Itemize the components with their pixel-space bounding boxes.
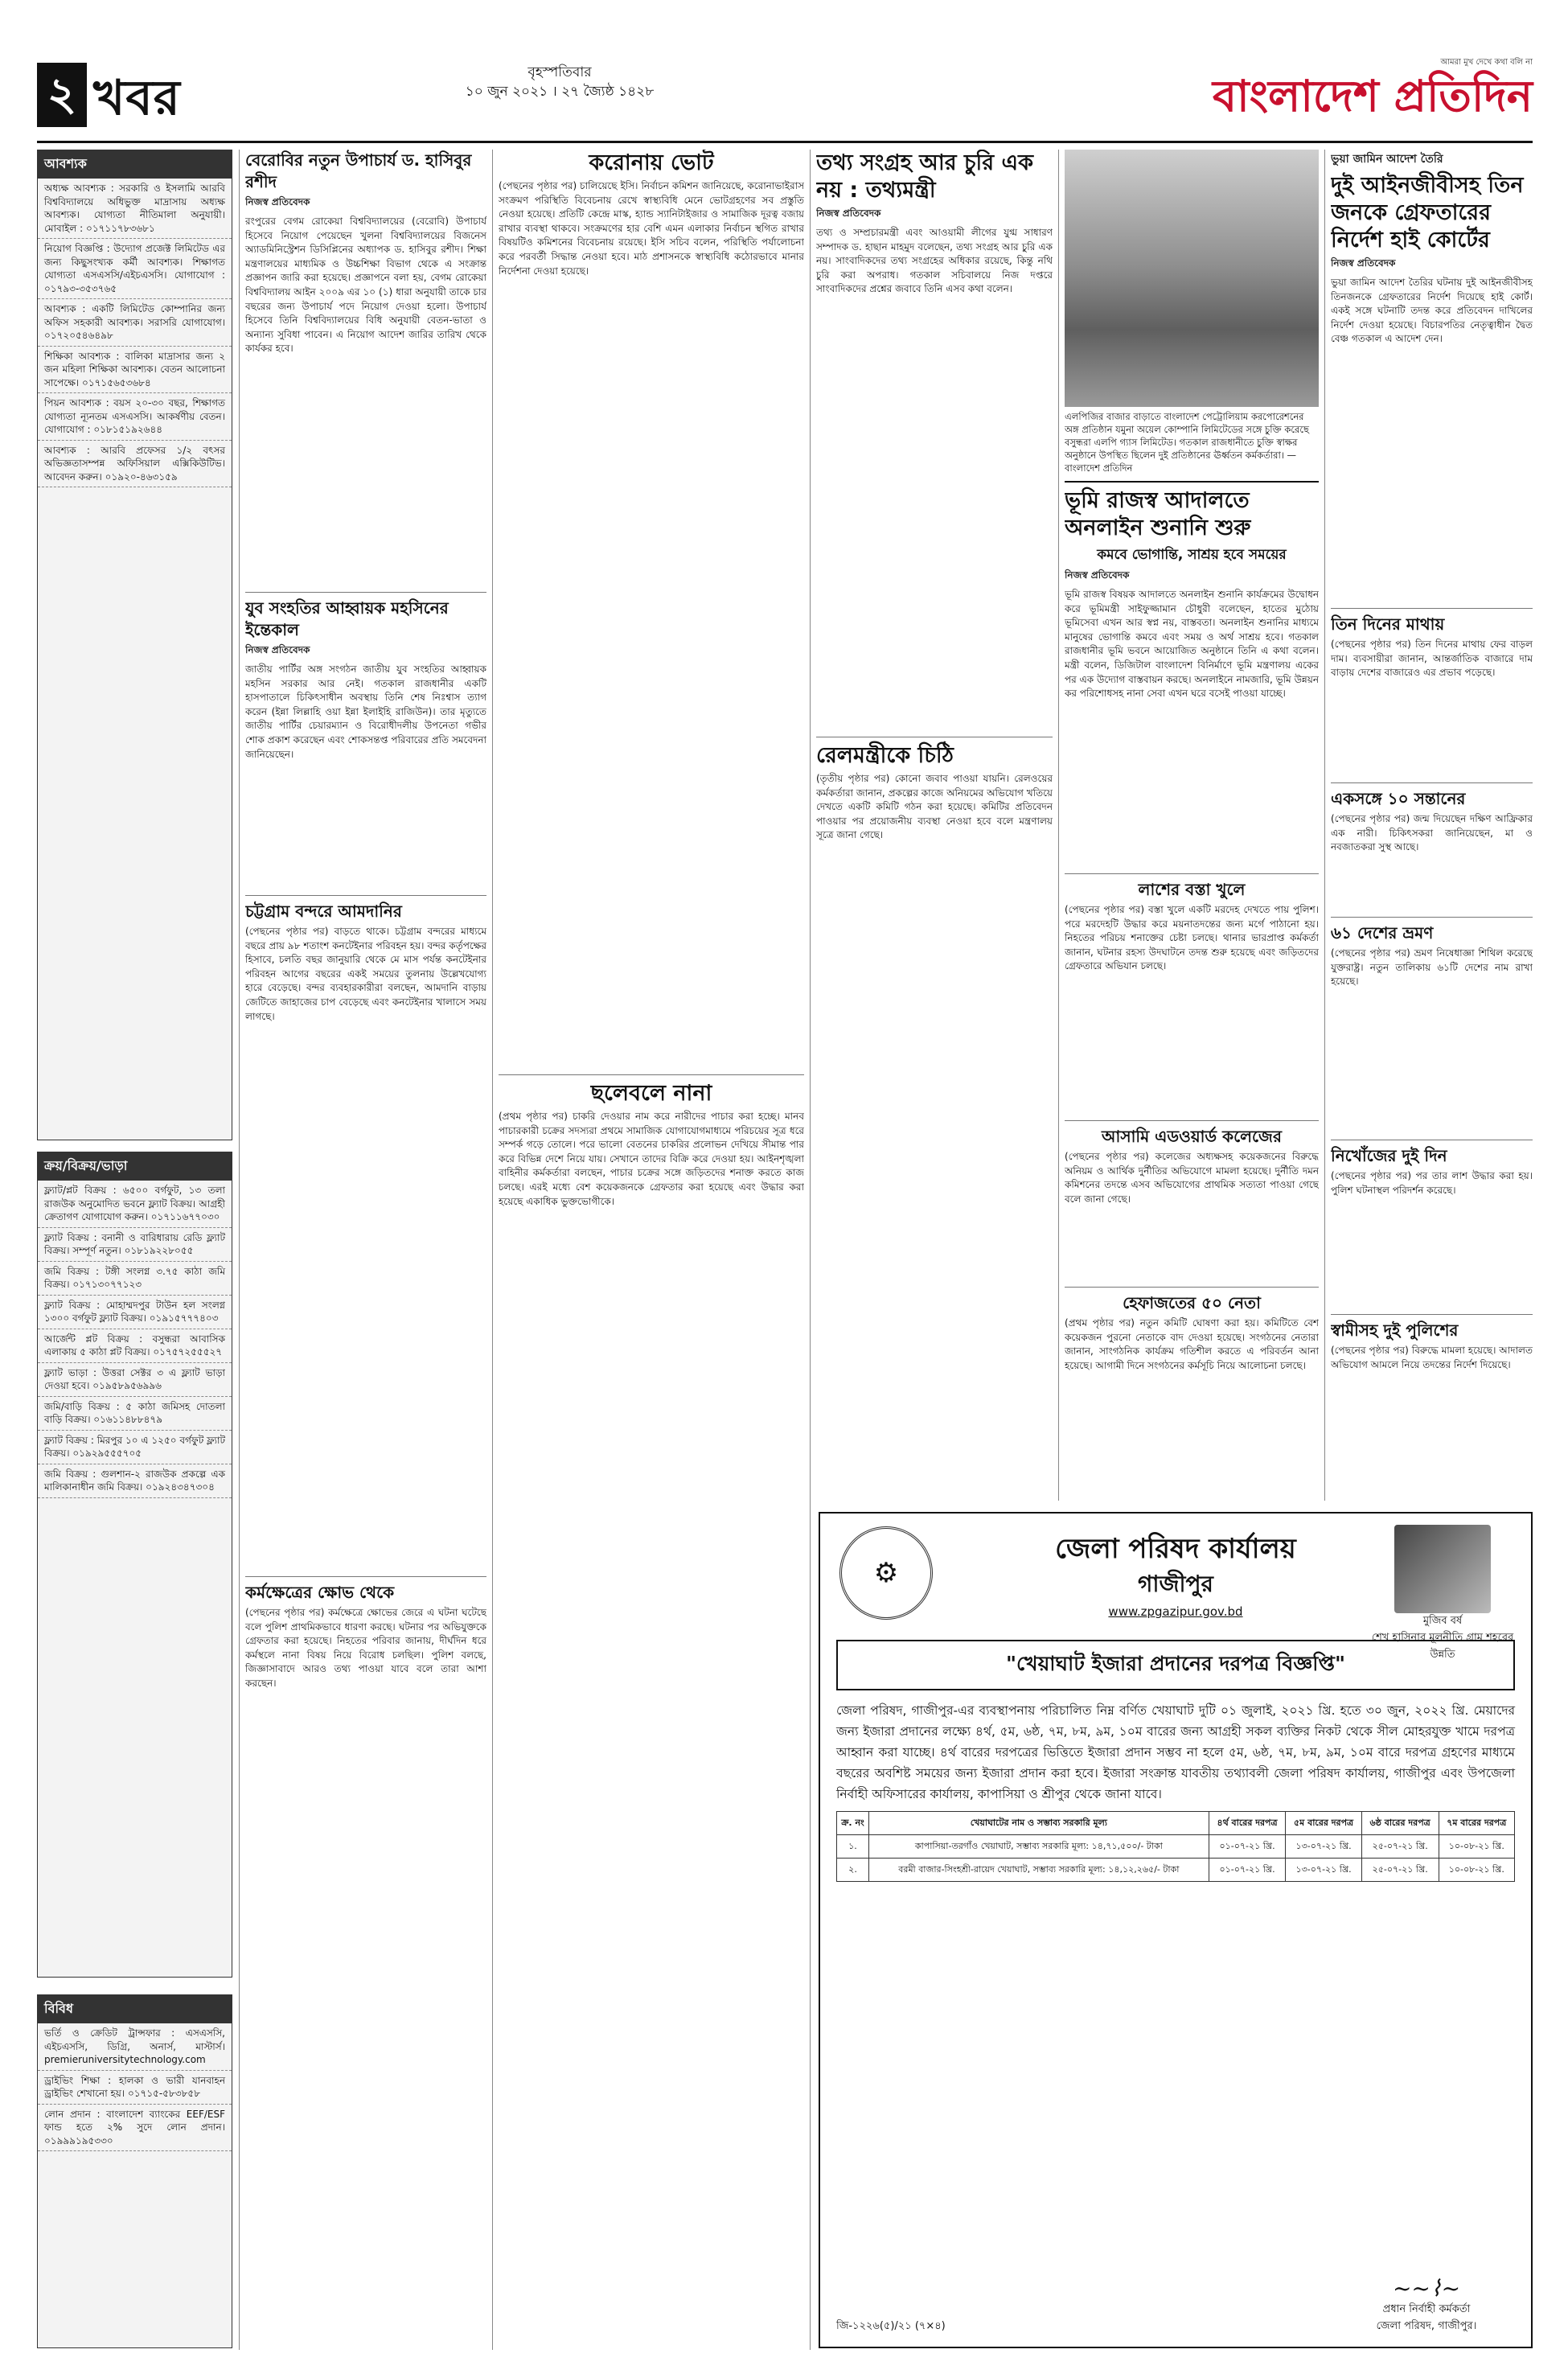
article-body: (পেছনের পৃষ্ঠার পর) কর্মক্ষেত্রে ক্ষোভের জেরে এ ঘটনা ঘটেছে বলে পুলিশ প্রাথমিকভাবে ধারণা করছে। ঘটনার পর অভিযুক্তকে গ্রেফতার করা হয়েছে। নিহতের পরিবার জানায়, দীর্ঘদিন ধরে কর্মস্থলে নানা বিষয় নিয়ে বিরোধ চলছিল। পুলিশ বলছে, জিজ্ঞাসাবাদে আরও তথ্য পাওয়া যাবে বলে তারা আশা করছেন। (245, 1607, 486, 1689)
classified-ad[interactable]: পিয়ন আবশ্যক : বয়স ২০-৩০ বছর, শিক্ষাগত যোগ্যতা ন্যূনতম এসএসসি। আকর্ষণীয় বেতন। যোগাযোগ : ০১৮১৫১৯২৬৪৪ (38, 393, 232, 441)
mujib-year-badge (1370, 1525, 1515, 1664)
byline: নিজস্ব প্রতিবেদক (245, 196, 310, 207)
article-body: রংপুরের বেগম রোকেয়া বিশ্ববিদ্যালয়ের (বেরোবি) উপাচার্য হিসেবে নিয়োগ পেয়েছেন খুলনা বিশ্ববিদ্যালয়ের বিজনেস অ্যাডমিনিস্ট্রেশন ডিসিপ্লিনের অধ্যাপক ড. হাসিবুর রশীদ। শিক্ষা মন্ত্রণালয়ের মাধ্যমিক ও উচ্চশিক্ষা বিভাগ থেকে এ সংক্রান্ত প্রজ্ঞাপন জারি করা হয়েছে। প্রজ্ঞাপনে বলা হয়, বেগম রোকেয়া বিশ্ববিদ্যালয় আইন ২০০৯ এর ১০ (১) ধারা অনুযায়ী তাকে চার বছরের জন্য উপাচার্য পদে নিয়োগ দেওয়া হলো। উপাচার্য হিসেবে তিনি বিশ্ববিদ্যালয়ের বিধি অনুযায়ী বেতন-ভাতা ও অন্যান্য সুবিধা পাবেন। এ নিয়োগ আদেশ জারির তারিখ থেকে কার্যকর হবে। (245, 216, 486, 355)
column-divider (1058, 150, 1059, 1501)
district-name: গাজীপুর (1138, 1571, 1213, 1597)
article (1331, 782, 1533, 909)
headline[interactable]: রেলমন্ত্রীকে চিঠি (816, 743, 954, 768)
table-cell: ১৩-০৭-২১ খ্রি. (1286, 1835, 1361, 1859)
column-divider (239, 150, 240, 2350)
table-header-row (837, 1812, 1515, 1835)
signature-block (1338, 2275, 1515, 2335)
byline: নিজস্ব প্রতিবেদক (245, 644, 310, 655)
article (1331, 608, 1533, 774)
table-cell: ০১-০৭-২১ খ্রি. (1209, 1859, 1286, 1882)
article (816, 737, 1053, 1482)
article-body: (পেছনের পৃষ্ঠার পর) পর তার লাশ উদ্ধার করা হয়। পুলিশ ঘটনাস্থল পরিদর্শন করেছে। (1331, 1170, 1533, 1196)
news-column-6 (1331, 150, 1533, 1501)
article (1331, 917, 1533, 1132)
headline[interactable]: তথ্য সংগ্রহ আর চুরি এক নয় : তথ্যমন্ত্রী (816, 150, 1033, 203)
classified-ad[interactable]: ভর্তি ও ক্রেডিট ট্রান্সফার : এসএসসি, এইচএসসি, ডিগ্রি, অনার্স, মাস্টার্স। premieruniversitytechnology.com (38, 2023, 232, 2071)
classified-ad[interactable]: আবশ্যক : একটি লিমিটেড কোম্পানির জন্য অফিস সহকারী আবশ্যক। সরাসরি যোগাযোগ। ০১৭২০৫৪৬৪৯৮ (38, 299, 232, 347)
article (1065, 873, 1319, 1112)
table-cell: ১০-০৮-২১ খ্রি. (1439, 1859, 1514, 1882)
article-body: (পেছনের পৃষ্ঠার পর) বাড়তে থাকে। চট্টগ্রাম বন্দরের মাধ্যমে বছরে প্রায় ৯৮ শতাংশ কনটেইনার পরিবহন হয়। বন্দর কর্তৃপক্ষের হিসাবে, চলতি বছর জানুয়ারি থেকে মে মাস পর্যন্ত কনটেইনার পরিবহন আগের বছরের একই সময়ের তুলনায় উল্লেখযোগ্য হারে বেড়েছে। বন্দর ব্যবহারকারীরা বলছেন, আমদানি বাড়ায় জেটিতে জাহাজের চাপ বেড়েছে এবং কনটেইনার খালাসে সময় লাগছে। (245, 926, 486, 1022)
article-body: ভুয়া জামিন আদেশ তৈরির ঘটনায় দুই আইনজীবীসহ তিনজনকে গ্রেফতারের নির্দেশ দিয়েছে হাই কোর্ট। একই সঙ্গে ঘটনাটি তদন্ত করে প্রতিবেদন দাখিলের নির্দেশ দেওয়া হয়েছে। বিচারপতির নেতৃত্বাধীন দ্বৈত বেঞ্চ গতকাল এ আদেশ দেন। (1331, 277, 1533, 345)
headline[interactable]: বেরোবির নতুন উপাচার্য ড. হাসিবুর রশীদ (245, 150, 472, 191)
table-cell: ১৩-০৭-২১ খ্রি. (1286, 1859, 1361, 1882)
article (499, 1074, 804, 2335)
headline[interactable]: আসামি এডওয়ার্ড কলেজের (1102, 1127, 1282, 1146)
article (499, 150, 804, 1066)
headline[interactable]: যুব সংহতির আহ্বায়ক মহসিনের ইন্তেকাল (245, 598, 449, 639)
dateline (302, 63, 817, 101)
article-body: (প্রথম পৃষ্ঠার পর) নতুন কমিটি ঘোষণা করা হয়। কমিটিতে বেশ কয়েকজন পুরনো নেতাকে বাদ দেওয়া হয়েছে। সংগঠনের নেতারা জানান, সাংগঠনিক কার্যক্রম গতিশীল করতে এ পরিবর্তন আনা হয়েছে। আগামী দিনে সংগঠনের কর্মসূচি নিয়ে আলোচনা চলছে। (1065, 1317, 1319, 1371)
table-row (837, 1859, 1515, 1882)
classified-ad[interactable]: আবশ্যক : আরবি প্রফেসর ১/২ বৎসর অভিজ্ঞতাসম্পন্ন অফিসিয়াল এক্সিকিউটিভ। আবেদন করুন। ০১৯২০-৪৬৩১৫৯ (38, 441, 232, 488)
headline[interactable]: তিন দিনের মাথায় (1331, 614, 1445, 634)
article-body: (পেছনের পৃষ্ঠার পর) তিন দিনের মাথায় ফের বাড়ল দাম। ব্যবসায়ীরা জানান, আন্তর্জাতিক বাজারে দাম বাড়ায় দেশের বাজারেও এর প্রভাব পড়েছে। (1331, 639, 1533, 679)
article-body: (পেছনের পৃষ্ঠার পর) ভ্রমণ নিষেধাজ্ঞা শিথিল করেছে যুক্তরাষ্ট্র। নতুন তালিকায় ৬১টি দেশের নাম রাখা হয়েছে। (1331, 947, 1533, 988)
table-header: ৭ম বারের দরপত্র (1439, 1812, 1514, 1835)
news-column-2 (245, 150, 486, 2345)
classified-heading: আবশ্যক (38, 150, 232, 179)
article-body: (পেছনের পৃষ্ঠার পর) জন্ম দিয়েছেন দক্ষিণ আফ্রিকার এক নারী। চিকিৎসকরা জানিয়েছেন, মা ও নবজাতকরা সুস্থ আছে। (1331, 813, 1533, 853)
article (1065, 1287, 1319, 1493)
day: বৃহস্পতিবার (527, 64, 592, 80)
event-photo (1065, 150, 1319, 407)
news-column-3 (499, 150, 804, 2345)
headline[interactable]: লাশের বস্তা খুলে (1138, 880, 1246, 899)
table-cell: কাপাসিয়া-তরগাঁও খেয়াঘাট, সম্ভাব্য সরকারি মূল্য: ১৪,৭১,৫০০/- টাকা (869, 1835, 1209, 1859)
news-column-4 (816, 150, 1053, 1501)
classified-ad[interactable]: আর্জেন্ট প্লট বিক্রয় : বসুন্ধরা আবাসিক এলাকায় ৫ কাঠা প্লট বিক্রয়। ০১৭৫৭২৫৫৫২৭ (38, 1329, 232, 1363)
article (245, 150, 486, 584)
article (1065, 1120, 1319, 1279)
classified-ad[interactable]: ড্রাইভিং শিক্ষা : হালকা ও ভারী যানবাহন ড্রাইভিং শেখানো হয়। ০১৭১৫-৫৮৩৮৫৮ (38, 2071, 232, 2105)
article-body: (তৃতীয় পৃষ্ঠার পর) কোনো জবাব পাওয়া যায়নি। রেলওয়ের কর্মকর্তারা জানান, প্রকল্পের কাজে অনিয়মের অভিযোগ খতিয়ে দেখতে একটি কমিটি গঠন করা হয়েছে। কমিটির প্রতিবেদন পাওয়ার পর প্রয়োজনীয় ব্যবস্থা নেওয়া হবে বলে মন্ত্রণালয় সূত্রে জানা গেছে। (816, 773, 1053, 841)
date: ১০ জুন ২০২১ । ২৭ জ্যৈষ্ঠ ১৪২৮ (465, 84, 655, 100)
column-divider (1324, 150, 1325, 1501)
sale-ads-box (37, 1152, 232, 1978)
headline[interactable]: কর্মক্ষেত্রের ক্ষোভ থেকে (245, 1583, 395, 1602)
website-link[interactable]: www.zpgazipur.gov.bd (1108, 1604, 1243, 1619)
news-column-5 (1065, 150, 1319, 1501)
article (1331, 150, 1533, 600)
headline[interactable]: নিখোঁজের দুই দিন (1331, 1146, 1447, 1165)
classified-ad[interactable]: শিক্ষিকা আবশ্যক : বালিকা মাদ্রাসার জন্য ২ জন মহিলা শিক্ষিকা আবশ্যক। বেতন আলোচনা সাপেক্ষে। ০১৭১৫৬৫৩৬৮৪ (38, 347, 232, 394)
required-ads-box (37, 150, 232, 1140)
table-header: খেয়াঘাটের নাম ও সম্ভাব্য সরকারি মূল্য (869, 1812, 1209, 1835)
slogan: শেখ হাসিনার মূলনীতি গ্রাম শহরের উন্নতি (1371, 1632, 1514, 1661)
article (245, 1576, 486, 2306)
article (245, 592, 486, 887)
classified-ad[interactable]: ফ্ল্যাট/প্লট বিক্রয় : ৬৫০০ বর্গফুট, ১৩ তলা রাজউক অনুমোদিত ভবনে ফ্ল্যাট বিক্রয়। আগ্রহী ক্রেতাগণ যোগাযোগ করুন। ০১৭১১৬৭৭০৩০ (38, 1181, 232, 1228)
article-body: ভূমি রাজস্ব বিষয়ক আদালতে অনলাইন শুনানি কার্যক্রমের উদ্বোধন করে ভূমিমন্ত্রী সাইফুজ্জামান চৌধুরী বলেছেন, হাতের মুঠোয় ভূমিসেবা এখন আর স্বপ্ন নয়, বাস্তবতা। অনলাইন শুনানির মাধ্যমে মানুষের ভোগান্তি কমবে এবং সময় ও অর্থ সাশ্রয় হবে। গতকাল রাজধানীর ভূমি ভবনে আয়োজিত অনুষ্ঠানে তিনি এ কথা বলেন। মন্ত্রী বলেন, ডিজিটাল বাংলাদেশ বিনির্মাণে ভূমি মন্ত্রণালয় একের পর এক উদ্যোগ বাস্তবায়ন করছে। অনলাইনে নামজারি, ভূমি উন্নয়ন কর পরিশোধসহ নানা সেবা এখন ঘরে বসেই পাওয়া যাচ্ছে। (1065, 589, 1319, 700)
column-divider (492, 150, 493, 2350)
classified-ad[interactable]: ফ্ল্যাট বিক্রয় : বনানী ও বারিধারায় রেডি ফ্ল্যাট বিক্রয়। সম্পূর্ণ নতুন। ০১৮১৯২২৮০৫৫ (38, 1228, 232, 1262)
tender-body: জেলা পরিষদ, গাজীপুর-এর ব্যবস্থাপনায় পরিচালিত নিম্ন বর্ণিত খেয়াঘাট দুটি ০১ জুলাই, ২০২১ খ্রি. হতে ৩০ জুন, ২০২২ খ্রি. মেয়াদের জন্য ইজারা প্রদানের লক্ষ্যে ৪র্থ, ৫ম, ৬ষ্ঠ, ৭ম, ৮ম, ৯ম, ১০ম বারের জন্য আগ্রহী সকল ব্যক্তির নিকট থেকে সীল মোহরযুক্ত খামে দরপত্র আহ্বান করা যাচ্ছে। ৪র্থ বারের দরপত্রের ভিত্তিতে ইজারা প্রদান সম্ভব না হলে ৫ম, ৬ষ্ঠ, ৭ম, ৮ম, ৯ম, ১০ম বারে দরপত্র গ্রহণের মাধ্যমে বছরের অবশিষ্ট সময়ের জন্য ইজারা প্রদান করা হবে। ইজারা সংক্রান্ত যাবতীয় তথ্যাবলী জেলা পরিষদ কার্যালয়, গাজীপুর এবং উপজেলা নির্বাহী অফিসারের কার্যালয়, কাপাসিয়া ও শ্রীপুর থেকে জানা যাবে। (836, 1703, 1515, 1801)
tender-schedule-table (836, 1811, 1515, 1882)
table-header: ৬ষ্ঠ বারের দরপত্র (1361, 1812, 1439, 1835)
table-cell: ১০-০৮-২১ খ্রি. (1439, 1835, 1514, 1859)
table-header: ক্র. নং (837, 1812, 869, 1835)
classified-ad[interactable]: ফ্ল্যাট বিক্রয় : মোহাম্মদপুর টাউন হল সংলগ্ন ১৩০০ বর্গফুট ফ্ল্যাট বিক্রয়। ০১৯১৫৭৭৭৪০৩ (38, 1296, 232, 1329)
headline[interactable]: ৬১ দেশের ভ্রমণ (1331, 923, 1434, 943)
table-cell: ০১-০৭-২১ খ্রি. (1209, 1835, 1286, 1859)
article (1331, 1314, 1533, 1501)
article-body: (পেছনের পৃষ্ঠার পর) কলেজের অধ্যক্ষসহ কয়েকজনের বিরুদ্ধে অনিয়ম ও আর্থিক দুর্নীতির অভিযোগে মামলা হয়েছে। দুর্নীতি দমন কমিশনের তদন্তে এসব অভিযোগের প্রাথমিক সত্যতা পাওয়া গেছে বলে জানা গেছে। (1065, 1151, 1319, 1205)
classified-ad[interactable]: জমি বিক্রয় : গুলশান-২ রাজউক প্রকল্পে এক মালিকানাধীন জমি বিক্রয়। ০১৯২৪৩৪৭৩০৪ (38, 1464, 232, 1498)
kicker: ভুয়া জামিন আদেশ তৈরি (1331, 153, 1443, 166)
table-cell: ২. (837, 1859, 869, 1882)
government-seal-icon: ⚙ (839, 1526, 933, 1620)
headline[interactable]: দুই আইনজীবীসহ তিন জনকে গ্রেফতারের নির্দেশ হাই কোর্টের (1331, 173, 1524, 253)
table-header: ৫ম বারের দরপত্র (1286, 1812, 1361, 1835)
tender-notice-ad (819, 1512, 1533, 2348)
signer-office: জেলা পরিষদ, গাজীপুর। (1376, 2320, 1477, 2332)
article-body: (পেছনের পৃষ্ঠার পর) চালিয়েছে ইসি। নির্বাচন কমিশন জানিয়েছে, করোনাভাইরাস সংক্রমণ পরিস্থিতি বিবেচনায় রেখে স্বাস্থ্যবিধি মেনে ভোটগ্রহণের সব প্রস্তুতি নেওয়া হয়েছে। প্রতিটি কেন্দ্রে মাস্ক, হ্যান্ড স্যানিটাইজার ও সামাজিক দূরত্ব বজায় রাখার ব্যবস্থা থাকবে। সংক্রমণের হার বেশি এমন এলাকার নির্বাচন স্থগিত রাখার বিষয়টিও কমিশনের বিবেচনায় রয়েছে। ইসি সচিব বলেন, পরিস্থিতি পর্যালোচনা করে পরবর্তী সিদ্ধান্ত নেওয়া হবে। মাঠ প্রশাসনকে স্বাস্থ্যবিধি কঠোরভাবে মানার নির্দেশনা দেওয়া হয়েছে। (499, 180, 804, 277)
tender-reference: জি-১২২৬(৫)/২১ (৭×৪) (836, 2320, 946, 2332)
logo-tagline: আমরা মুখ দেখে কথা বলি না (1440, 58, 1533, 67)
logo-name: বাংলাদেশ প্রতিদিন (1213, 70, 1533, 121)
headline[interactable]: করোনায় ভোট (589, 150, 714, 175)
misc-ads-box (37, 1994, 232, 2348)
classified-ad[interactable]: অধ্যক্ষ আবশ্যক : সরকারি ও ইসলামি আরবি বিশ্ববিদ্যালয়ে অধিভুক্ত মাদ্রাসায় অধ্যক্ষ আবশ্যক। যোগ্যতা নীতিমালা অনুযায়ী। মোবাইল : ০১৭১১৭৮৩৬৮১ (38, 179, 232, 239)
headline[interactable]: স্বামীসহ দুই পুলিশের (1331, 1320, 1459, 1340)
byline: নিজস্ব প্রতিবেদক (1331, 257, 1396, 269)
article-body: (প্রথম পৃষ্ঠার পর) চাকরি দেওয়ার নাম করে নারীদের পাচার করা হচ্ছে। মানব পাচারকারী চক্রের সদস্যরা প্রথমে সামাজিক যোগাযোগমাধ্যমে পরিচয়ের সূত্র ধরে সম্পর্ক গড়ে তোলে। পরে ভালো বেতনের চাকরির প্রলোভন দেখিয়ে সীমান্ত পার করে বিভিন্ন দেশে নিয়ে যায়। সেখানে তাদের বিক্রি করে দেওয়া হয়। আইনশৃঙ্খলা বাহিনীর কর্মকর্তারা বলছেন, পাচার চক্রের সঙ্গে জড়িতদের শনাক্ত করতে কাজ চলছে। এরই মধ্যে বেশ কয়েকজনকে গ্রেফতার করা হয়েছে এবং উদ্ধার করা হয়েছে একাধিক ভুক্তভোগীকে। (499, 1111, 804, 1207)
classified-ad[interactable]: নিয়োগ বিজ্ঞপ্তি : উদ্যোগ প্রজেক্ট লিমিটেড এর জন্য কিছুসংখ্যক কর্মী আবশ্যক। শিক্ষাগত যোগ্যতা এসএসসি/এইচএসসি। যোগাযোগ : ০১৭৯৩-৩৫৩৭৬৫ (38, 239, 232, 299)
header-rule (37, 141, 1533, 143)
headline[interactable]: চট্টগ্রাম বন্দরে আমদানির (245, 902, 402, 921)
headline[interactable]: একসঙ্গে ১০ সন্তানের (1331, 789, 1466, 808)
article-body: (পেছনের পৃষ্ঠার পর) বস্তা খুলে একটি মরদেহ দেখতে পায় পুলিশ। পরে মরদেহটি উদ্ধার করে ময়নাতদন্তের জন্য মর্গে পাঠানো হয়। নিহতের পরিচয় শনাক্তের চেষ্টা চলছে। থানার ভারপ্রাপ্ত কর্মকর্তা জানান, ঘটনার রহস্য উদঘাটনে তদন্ত শুরু হয়েছে এবং জড়িতদের গ্রেফতারে অভিযান চলছে। (1065, 904, 1319, 972)
classified-heading: বিবিধ (38, 1995, 232, 2023)
portrait-image (1394, 1525, 1491, 1613)
byline: নিজস্ব প্রতিবেদক (1065, 569, 1130, 581)
article-body: (পেছনের পৃষ্ঠার পর) বিরুদ্ধে মামলা হয়েছে। আদালত অভিযোগ আমলে নিয়ে তদন্তের নির্দেশ দিয়েছে। (1331, 1345, 1533, 1370)
lead-article (1065, 481, 1319, 865)
table-cell: বরমী বাজার-সিংহশ্রী-রায়েদ খেয়াঘাট, সম্ভাব্য সরকারি মূল্য: ১৪,১২,২৬৫/- টাকা (869, 1859, 1209, 1882)
mujib-label: মুজিব বর্ষ (1422, 1615, 1463, 1627)
headline[interactable]: হেফাজতের ৫০ নেতা (1123, 1293, 1261, 1312)
issuing-office: জেলা পরিষদ কার্যালয় (1055, 1533, 1296, 1565)
newspaper-logo[interactable] (1213, 56, 1533, 121)
table-row (837, 1835, 1515, 1859)
headline[interactable]: ছলেবলে নানা (590, 1081, 712, 1106)
signature-image: ~~⌇~ (1392, 2275, 1461, 2302)
signer-title: প্রধান নির্বাহী কর্মকর্তা (1382, 2303, 1471, 2315)
table-cell: ২৫-০৭-২১ খ্রি. (1361, 1859, 1439, 1882)
photo-caption: এলপিজির বাজার বাড়াতে বাংলাদেশ পেট্রোলিয়াম করপোরেশনের অঙ্গ প্রতিষ্ঠান যমুনা অয়েল কোম্পানি লিমিটেডের সঙ্গে চুক্তি করেছে বসুন্ধরা এলপি গ্যাস লিমিটেড। গতকাল রাজধানীতে চুক্তি স্বাক্ষর অনুষ্ঠানে উপস্থিত ছিলেন দুই প্রতিষ্ঠানের ঊর্ধ্বতন কর্মকর্তারা। —বাংলাদেশ প্রতিদিন (1065, 411, 1309, 474)
article (245, 895, 486, 1568)
masthead (37, 56, 1533, 140)
column-divider (810, 150, 811, 2350)
byline: নিজস্ব প্রতিবেদক (816, 207, 881, 219)
article (1331, 1140, 1533, 1306)
headline[interactable]: ভূমি রাজস্ব আদালতে অনলাইন শুনানি শুরু (1065, 488, 1251, 540)
classified-ad[interactable]: জমি/বাড়ি বিক্রয় : ৫ কাঠা জমিসহ দোতলা বাড়ি বিক্রয়। ০১৬১১৪৮৮৪৭৯ (38, 1397, 232, 1431)
page-number: ২ (37, 63, 87, 127)
article-body: জাতীয় পার্টির অঙ্গ সংগঠন জাতীয় যুব সংহতির আহ্বায়ক মহসিন সরকার আর নেই। গতকাল রাজধানীর একটি হাসপাতালে চিকিৎসাধীন অবস্থায় তিনি শেষ নিঃশ্বাস ত্যাগ করেন (ইন্না লিল্লাহি ওয়া ইন্না ইলাইহি রাজিউন)। তার মৃত্যুতে জাতীয় পার্টির চেয়ারম্যান ও বিরোধীদলীয় উপনেতা গভীর শোক প্রকাশ করেছেন এবং শোকসন্তপ্ত পরিবারের প্রতি সমবেদনা জানিয়েছেন। (245, 663, 486, 760)
table-cell: ১. (837, 1835, 869, 1859)
article (816, 150, 1053, 729)
table-header: ৪র্থ বারের দরপত্র (1209, 1812, 1286, 1835)
subheadline: কমবে ভোগান্তি, সাশ্রয় হবে সময়ের (1097, 547, 1287, 563)
classified-ad[interactable]: ফ্ল্যাট বিক্রয় : মিরপুর ১০ এ ১২৫০ বর্গফুট ফ্ল্যাট বিক্রয়। ০১৯২৯৫৫৫৭০৫ (38, 1431, 232, 1464)
tender-title: "খেয়াঘাট ইজারা প্রদানের দরপত্র বিজ্ঞপ্তি" (836, 1640, 1515, 1690)
article-body: তথ্য ও সম্প্রচারমন্ত্রী এবং আওয়ামী লীগের যুগ্ম সাধারণ সম্পাদক ড. হাছান মাহমুদ বলেছেন, তথ্য সংগ্রহ আর চুরি এক নয়। সাংবাদিকদের তথ্য সংগ্রহের অধিকার রয়েছে, কিন্তু নথি চুরি করা অপরাধ। গতকাল সচিবালয়ে নিজ দপ্তরে সাংবাদিকদের প্রশ্নের জবাবে তিনি এসব কথা বলেন। (816, 227, 1053, 295)
classified-heading: ক্রয়/বিক্রয়/ভাড়া (38, 1152, 232, 1181)
table-cell: ২৫-০৭-২১ খ্রি. (1361, 1835, 1439, 1859)
classified-ad[interactable]: লোন প্রদান : বাংলাদেশ ব্যাংকের EEF/ESF ফান্ড হতে ২% সুদে লোন প্রদান। ০১৯৯৯১৯৫৩৩০ (38, 2105, 232, 2152)
section-title: খবর (93, 70, 181, 126)
classified-ad[interactable]: জমি বিক্রয় : টঙ্গী সংলগ্ন ৩.৭৫ কাঠা জমি বিক্রয়। ০১৭১৩০৭৭১২৩ (38, 1262, 232, 1296)
classified-ad[interactable]: ফ্ল্যাট ভাড়া : উত্তরা সেক্টর ৩ এ ফ্ল্যাট ভাড়া দেওয়া হবে। ০১৯৫৮৯৫৬৯৯৬ (38, 1363, 232, 1397)
